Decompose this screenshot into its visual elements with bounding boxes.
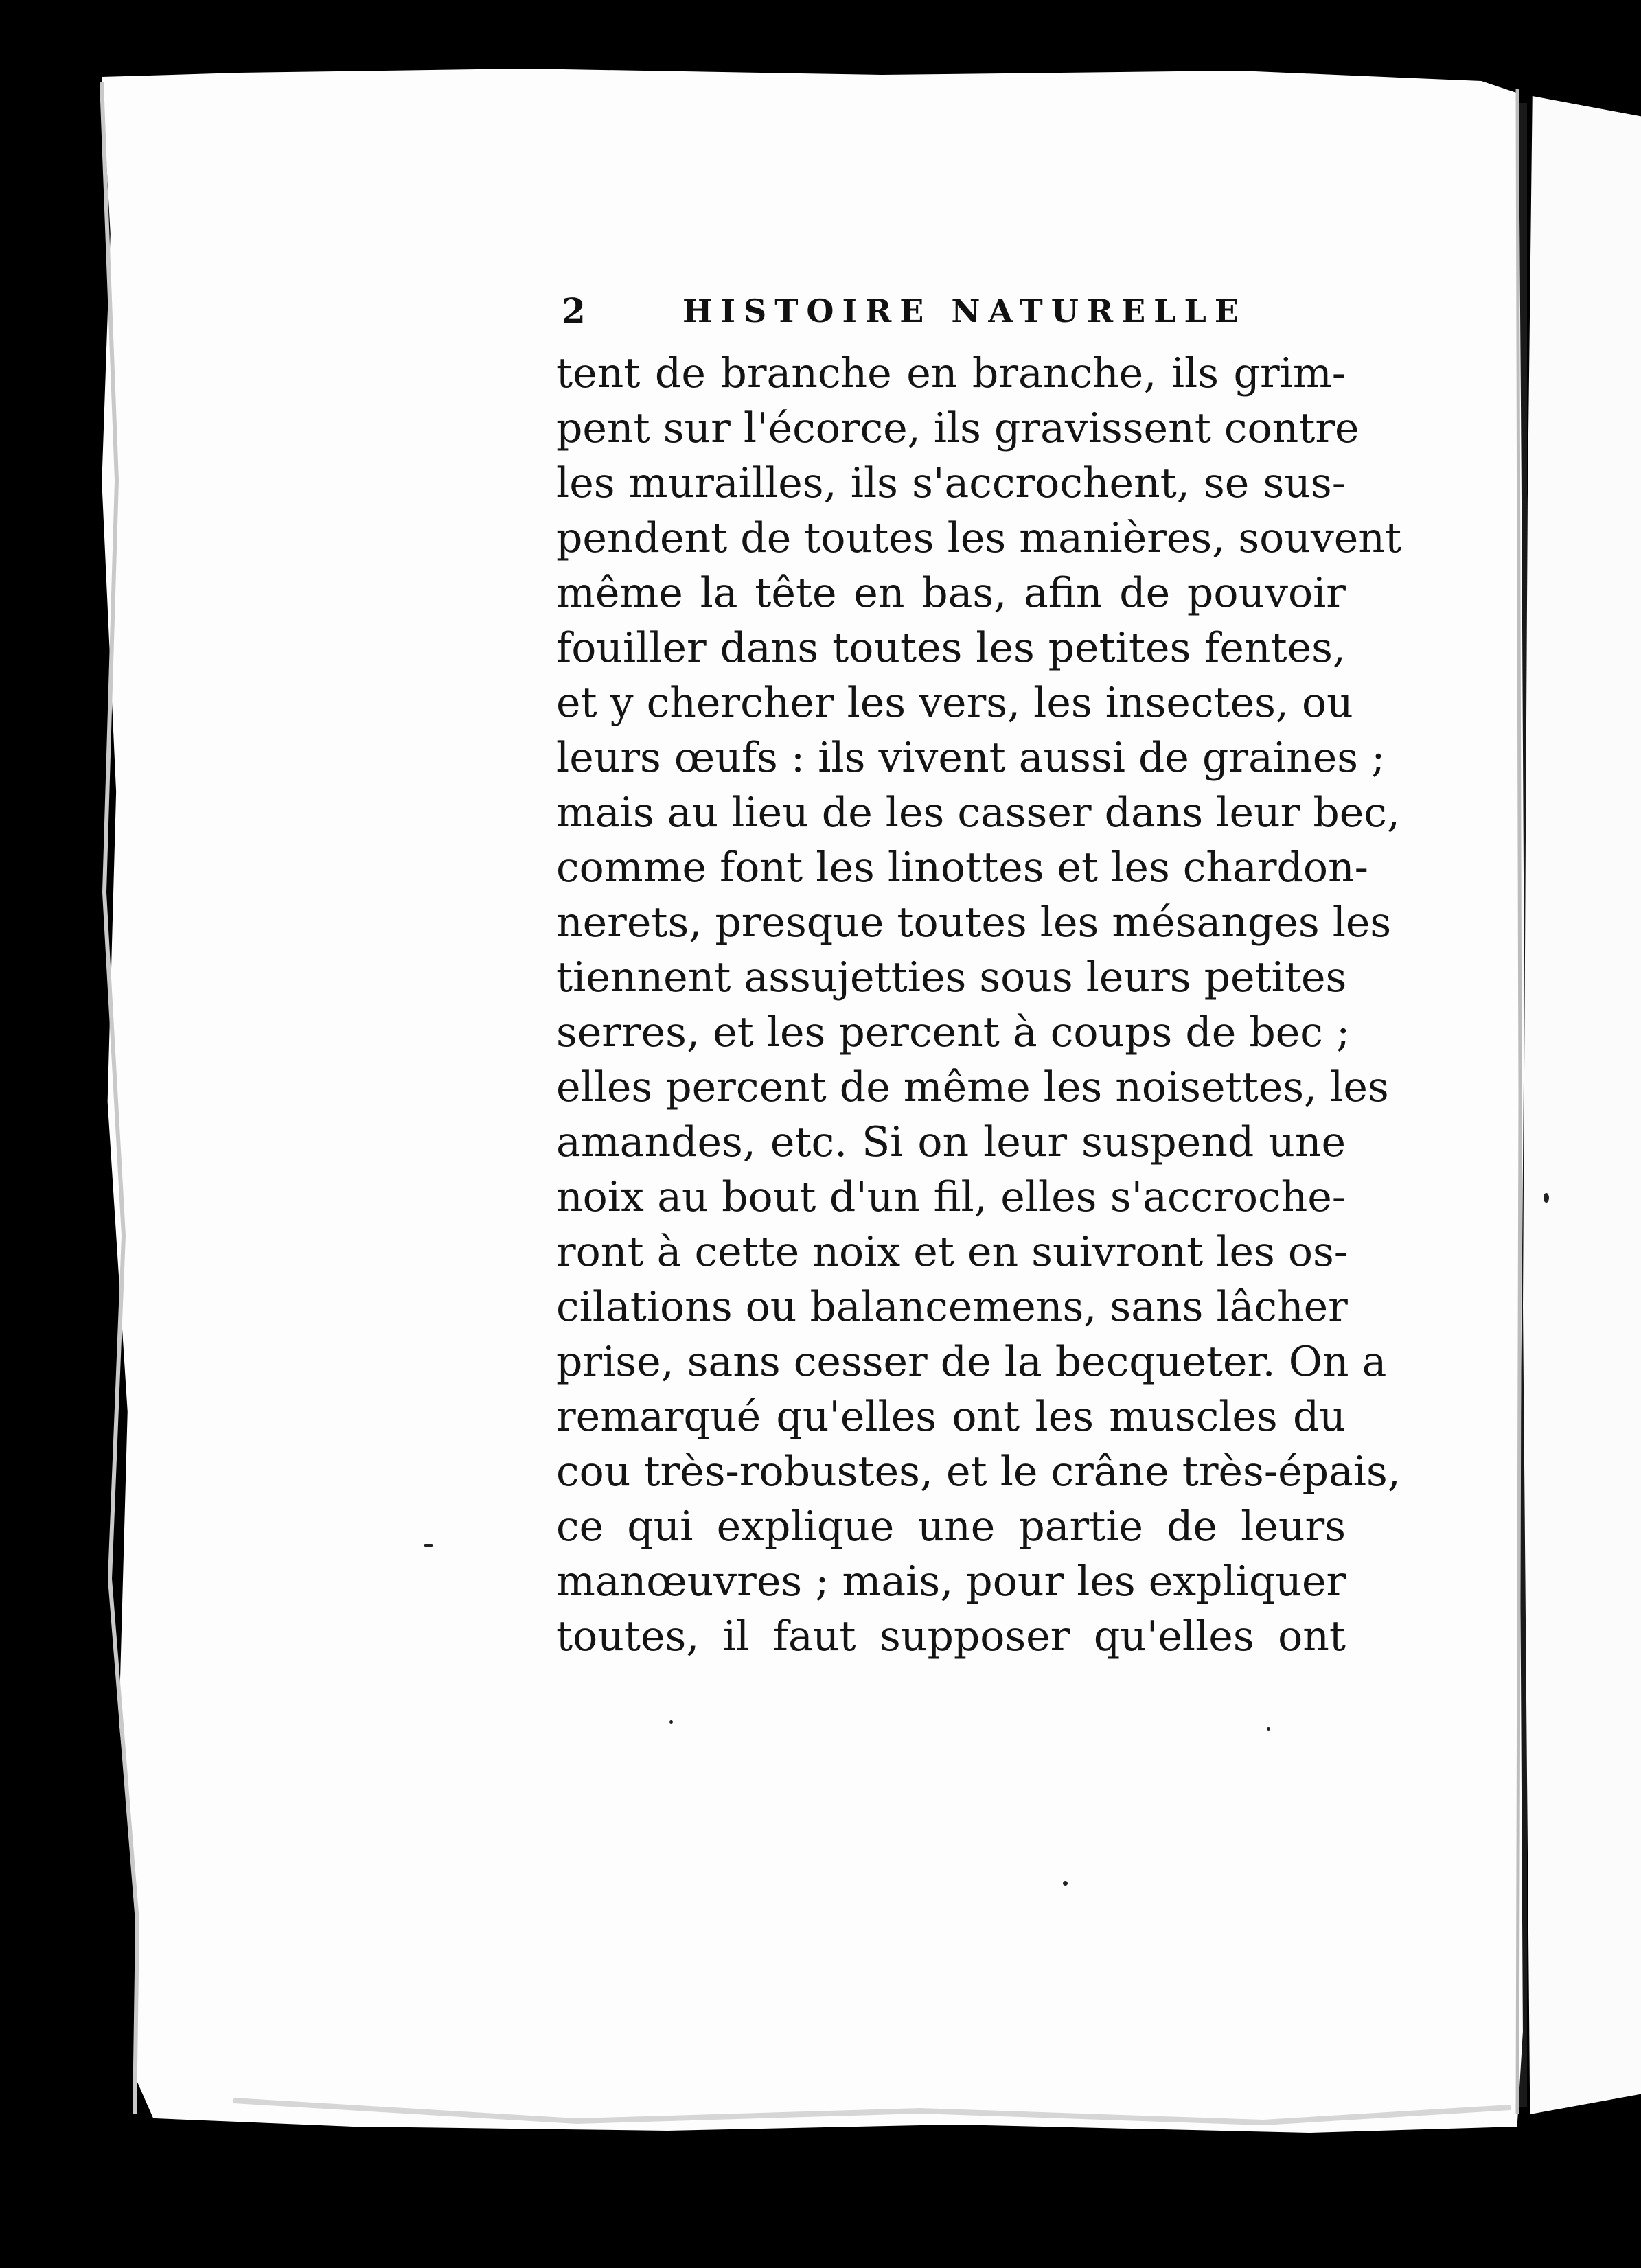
- text-line: tent de branche en branche, ils grim-: [556, 349, 1346, 397]
- text-line: cou très-robustes, et le crâne très-épais,: [556, 1448, 1401, 1496]
- scan-speck: [424, 1544, 433, 1547]
- text-line: elles percent de même les noisettes, les: [556, 1063, 1389, 1111]
- text-line: les murailles, ils s'accrochent, se sus-: [556, 459, 1346, 507]
- text-line: remarqué qu'elles ont les muscles du: [556, 1393, 1346, 1441]
- body-text: [556, 346, 1402, 1664]
- text-line: manœuvres ; mais, pour les expliquer: [556, 1558, 1346, 1606]
- text-line: mais au lieu de les casser dans leur bec,: [556, 789, 1400, 837]
- text-line: fouiller dans toutes les petites fentes,: [556, 624, 1346, 672]
- text-line: comme font les linottes et les chardon-: [556, 844, 1368, 892]
- text-line: leurs œufs : ils vivent aussi de graines ;: [556, 734, 1386, 782]
- text-line: tiennent assujetties sous leurs petites: [556, 953, 1347, 1002]
- text-line: serres, et les percent à coups de bec ;: [556, 1008, 1351, 1056]
- scan-speck: [1063, 1881, 1068, 1886]
- text-line: nerets, presque toutes les mésanges les: [556, 899, 1392, 947]
- running-head: [562, 287, 1248, 335]
- text-line: pent sur l'écorce, ils gravissent contre: [556, 404, 1359, 452]
- text-line: ront à cette noix et en suivront les os-: [556, 1228, 1349, 1276]
- text-line: même la tête en bas, afin de pouvoir: [556, 569, 1346, 617]
- text-line: noix au bout d'un fil, elles s'accroche-: [556, 1173, 1346, 1221]
- text-line: ce qui explique une partie de leurs: [556, 1503, 1346, 1551]
- text-line: et y chercher les vers, les insectes, ou: [556, 679, 1353, 727]
- running-title: HISTOIRE NATURELLE: [682, 292, 1247, 329]
- text-line: pendent de toutes les manières, souvent: [556, 514, 1402, 562]
- scan-speck: [1544, 1193, 1549, 1203]
- text-line: toutes, il faut supposer qu'elles ont: [556, 1612, 1346, 1660]
- text-line: cilations ou balancemens, sans lâcher: [556, 1283, 1348, 1331]
- page-number: 2: [562, 290, 586, 331]
- text-line: prise, sans cesser de la becqueter. On a: [556, 1338, 1387, 1386]
- scan-speck: [669, 1720, 673, 1724]
- scan-speck: [1267, 1727, 1270, 1731]
- adjacent-page-strip: [1523, 96, 1641, 2114]
- text-line: amandes, etc. Si on leur suspend une: [556, 1118, 1346, 1166]
